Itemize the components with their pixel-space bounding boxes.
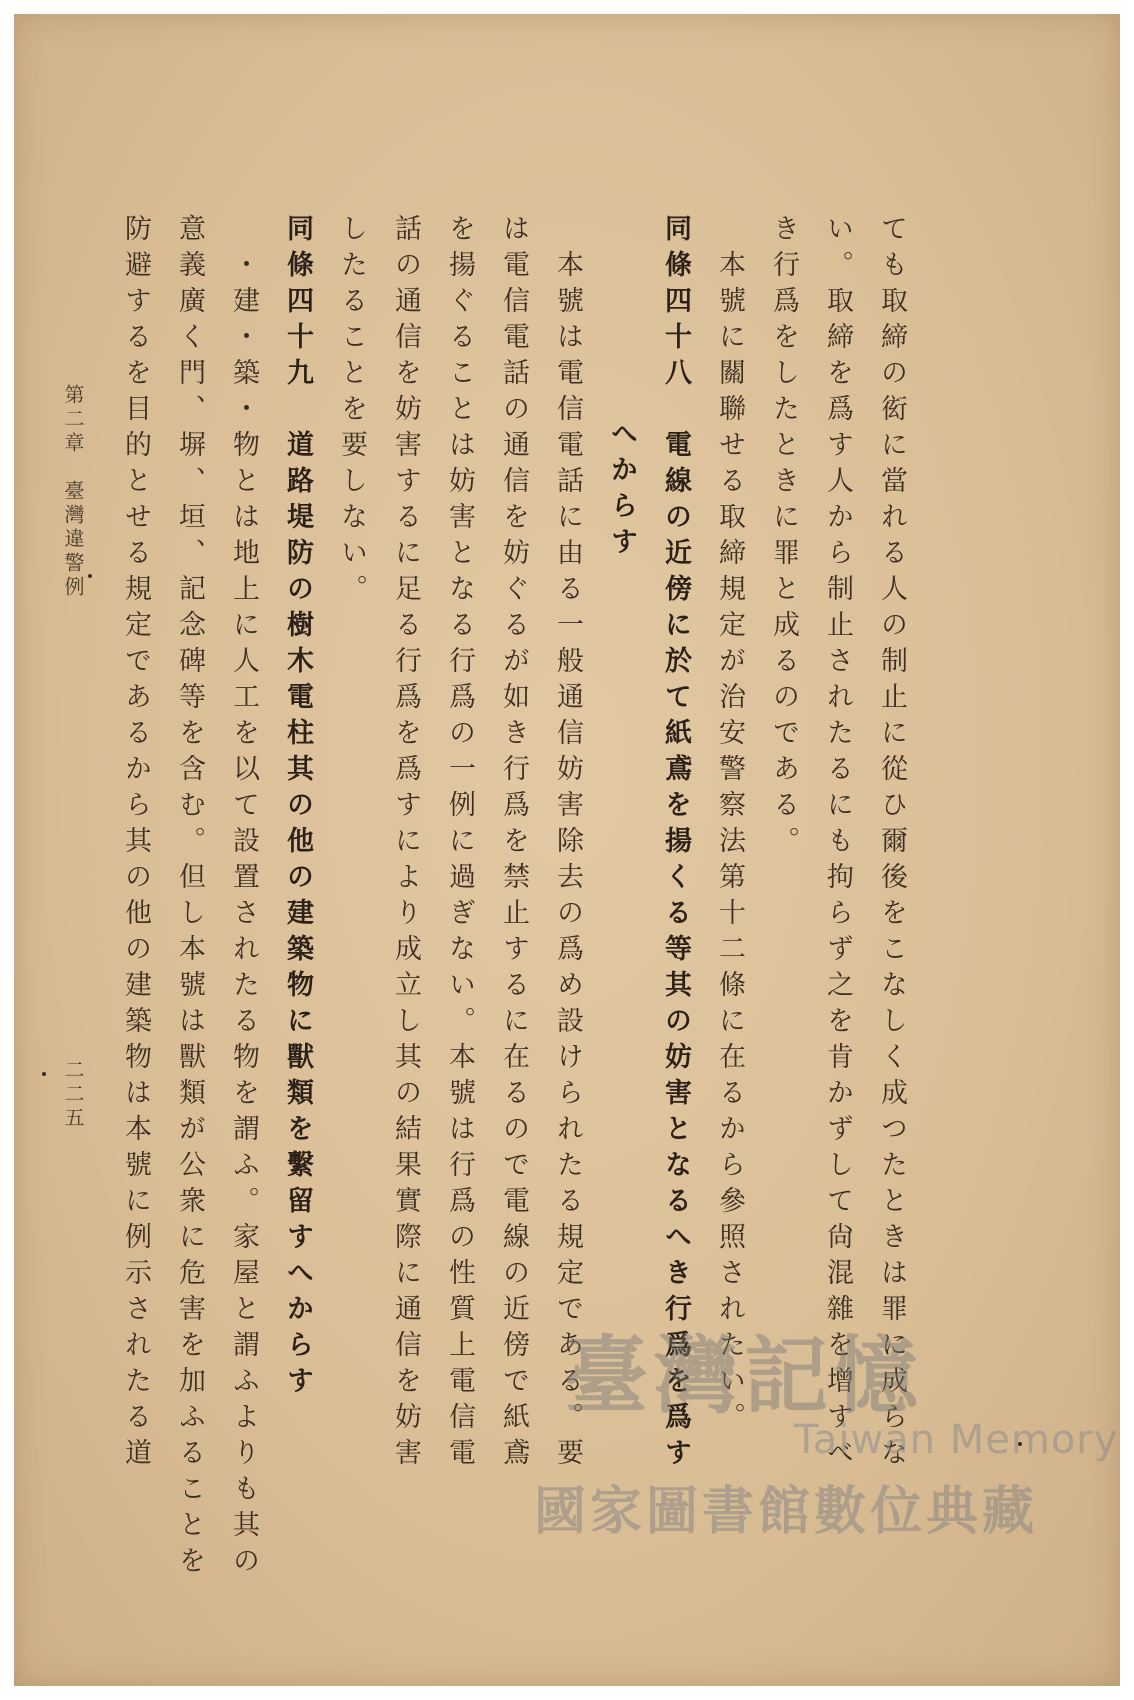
text-column-11: したることを要しない。 (336, 214, 367, 610)
chapter-footer: 第二章 臺灣違警例 (61, 384, 85, 600)
page-number: 二二五 (61, 1059, 85, 1131)
text-column-13: ・建・築・物とは地上に人工を以て設置されたる物を謂ふ。家屋と謂ふよりも其の (228, 250, 259, 1582)
article-49-heading: 同條四十九 道路堤防の樹木電柱其の他の建築物に獸類を繫留すへからす (282, 214, 313, 1402)
printer-mark-dot (88, 574, 92, 578)
article-48-heading: 同條四十八 電線の近傍に於て紙鳶を揚くる等其の妨害となるへき行爲を爲す (660, 214, 691, 1474)
article-48-heading-cont: へからす (606, 419, 637, 563)
archive-watermark (534, 1309, 1119, 1579)
text-column-7: 本號は電信電話に由る一般通信妨害除去の爲め設けられたる規定である。要 (552, 250, 583, 1474)
text-column-10: 話の通信を妨害するに足る行爲を爲すにより成立し其の結果實際に通信を妨害 (390, 214, 421, 1474)
text-column-4: 本號に關聯せる取締規定が治安警察法第十二條に在るから參照されたい。 (714, 250, 745, 1438)
text-column-2: い。取締を爲す人から制止されたるにも拘らず之を肯かずして尙混雜を增すべ (822, 214, 853, 1474)
printer-mark-dot (1018, 1442, 1022, 1446)
printer-mark-dot (42, 1072, 46, 1076)
text-column-3: き行爲をしたときに罪と成るのである。 (768, 214, 799, 862)
text-column-1: ても取締の衒に當れる人の制止に從ひ爾後をこなしく成つたときは罪に成らな (876, 214, 907, 1474)
text-column-8: は電信電話の通信を妨ぐるが如き行爲を禁止するに在るので電線の近傍で紙鳶 (498, 214, 529, 1474)
document-page (14, 14, 1120, 1686)
watermark-institution: 國家圖書館數位典藏 (534, 1482, 1039, 1542)
text-column-9: を揚ぐることは妨害となる行爲の一例に過ぎない。本號は行爲の性質上電信電 (444, 214, 475, 1474)
text-column-14: 意義廣く門、塀、垣、記念碑等を含む。但し本號は獸類が公衆に危害を加ふることを (174, 214, 205, 1582)
text-column-15: 防避するを目的とせる規定であるから其の他の建築物は本號に例示されたる道 (120, 214, 151, 1474)
watermark-title: 臺灣記憶 (564, 1327, 925, 1425)
watermark-english: Taiwan Memory (794, 1417, 1119, 1463)
